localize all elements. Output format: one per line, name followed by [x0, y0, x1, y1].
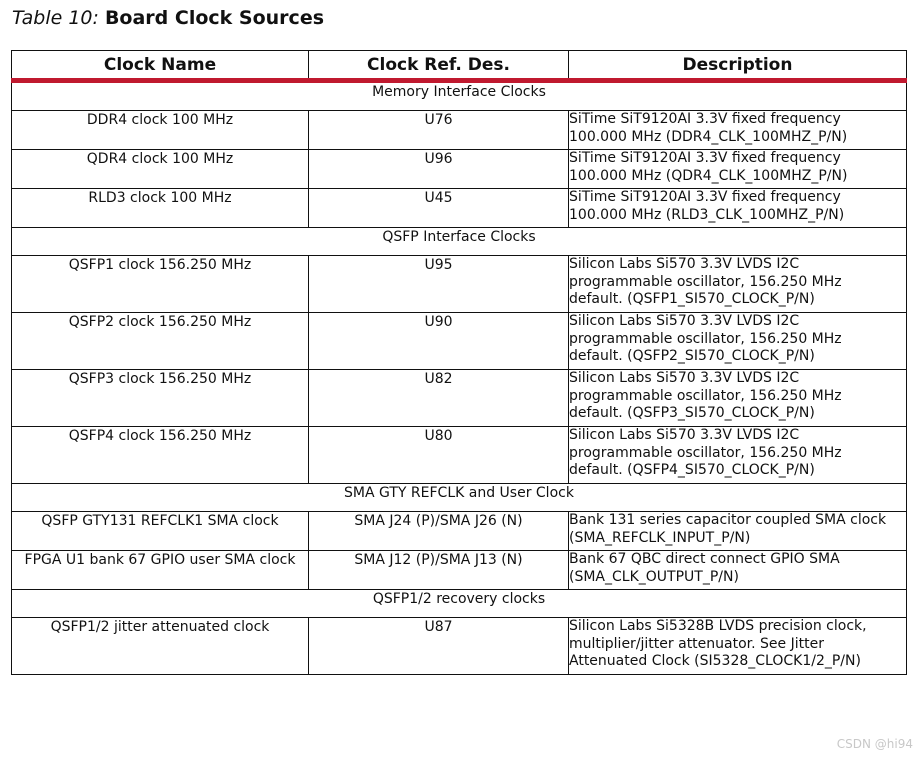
header-clock-ref-des: Clock Ref. Des. — [309, 51, 569, 81]
description-cell — [569, 256, 907, 313]
section-title: SMA GTY REFCLK and User Clock — [12, 484, 907, 512]
description-line: Silicon Labs Si570 3.3V LVDS I2C — [569, 256, 800, 272]
description-line: programmable oscillator, 156.250 MHz — [569, 387, 842, 404]
clock-name-cell: QSFP4 clock 156.250 MHz — [12, 427, 309, 484]
description-cell — [569, 189, 907, 228]
description-cell — [569, 370, 907, 427]
table-row — [12, 370, 907, 427]
board-clock-sources-table — [11, 50, 907, 675]
description-line: SiTime SiT9120AI 3.3V fixed frequency — [569, 150, 841, 166]
clock-ref-cell: U76 — [309, 111, 569, 150]
description-line: Attenuated Clock (SI5328_CLOCK1/2_P/N) — [569, 653, 861, 669]
section-row — [12, 484, 907, 512]
description-cell — [569, 618, 907, 675]
description-line: multiplier/jitter attenuator. See Jitter — [569, 635, 824, 652]
description-line: 100.000 MHz (DDR4_CLK_100MHZ_P/N) — [569, 128, 848, 145]
table-row — [12, 189, 907, 228]
clock-name-cell: QSFP GTY131 REFCLK1 SMA clock — [12, 512, 309, 551]
clock-name-cell: QSFP1 clock 156.250 MHz — [12, 256, 309, 313]
table-row — [12, 313, 907, 370]
table-row — [12, 256, 907, 313]
description-line: (SMA_CLK_OUTPUT_P/N) — [569, 568, 739, 585]
description-line: default. (QSFP2_SI570_CLOCK_P/N) — [569, 348, 815, 364]
table-row — [12, 150, 907, 189]
header-row — [12, 51, 907, 81]
description-cell — [569, 150, 907, 189]
clock-ref-cell: SMA J24 (P)/SMA J26 (N) — [309, 512, 569, 551]
header-clock-name: Clock Name — [12, 51, 309, 81]
watermark: CSDN @hi94 — [836, 737, 913, 751]
section-row — [12, 590, 907, 618]
clock-ref-cell: U96 — [309, 150, 569, 189]
description-line: (SMA_REFCLK_INPUT_P/N) — [569, 529, 751, 546]
clock-name-cell: DDR4 clock 100 MHz — [12, 111, 309, 150]
table-caption — [12, 5, 324, 31]
section-title: Memory Interface Clocks — [12, 81, 907, 111]
description-line: default. (QSFP3_SI570_CLOCK_P/N) — [569, 405, 815, 421]
header-description: Description — [569, 51, 907, 81]
description-line: Silicon Labs Si570 3.3V LVDS I2C — [569, 370, 800, 386]
description-cell — [569, 551, 907, 590]
description-cell — [569, 313, 907, 370]
section-title: QSFP Interface Clocks — [12, 228, 907, 256]
table-row — [12, 111, 907, 150]
clock-ref-cell: SMA J12 (P)/SMA J13 (N) — [309, 551, 569, 590]
clock-ref-cell: U45 — [309, 189, 569, 228]
table-row — [12, 512, 907, 551]
clock-ref-cell: U87 — [309, 618, 569, 675]
section-row — [12, 81, 907, 111]
description-line: default. (QSFP4_SI570_CLOCK_P/N) — [569, 462, 815, 478]
description-line: Bank 131 series capacitor coupled SMA clock — [569, 512, 887, 528]
clock-ref-cell: U82 — [309, 370, 569, 427]
section-title: QSFP1/2 recovery clocks — [12, 590, 907, 618]
description-line: 100.000 MHz (RLD3_CLK_100MHZ_P/N) — [569, 206, 845, 223]
description-line: programmable oscillator, 156.250 MHz — [569, 330, 842, 347]
description-line: 100.000 MHz (QDR4_CLK_100MHZ_P/N) — [569, 167, 848, 184]
table-title: Board Clock Sources — [104, 7, 325, 29]
description-cell — [569, 512, 907, 551]
description-cell — [569, 111, 907, 150]
clock-name-cell: QSFP1/2 jitter attenuated clock — [12, 618, 309, 675]
clock-name-cell: QDR4 clock 100 MHz — [12, 150, 309, 189]
description-cell — [569, 427, 907, 484]
description-line: SiTime SiT9120AI 3.3V fixed frequency — [569, 111, 841, 127]
clock-ref-cell: U90 — [309, 313, 569, 370]
clock-name-cell: QSFP3 clock 156.250 MHz — [12, 370, 309, 427]
description-line: programmable oscillator, 156.250 MHz — [569, 273, 842, 290]
description-line: Silicon Labs Si570 3.3V LVDS I2C — [569, 313, 800, 329]
table-row — [12, 551, 907, 590]
clock-name-cell: FPGA U1 bank 67 GPIO user SMA clock — [12, 551, 309, 590]
clock-name-cell: QSFP2 clock 156.250 MHz — [12, 313, 309, 370]
clock-ref-cell: U95 — [309, 256, 569, 313]
description-line: SiTime SiT9120AI 3.3V fixed frequency — [569, 189, 841, 205]
description-line: Silicon Labs Si570 3.3V LVDS I2C — [569, 427, 800, 443]
table-row — [12, 427, 907, 484]
description-line: Bank 67 QBC direct connect GPIO SMA — [569, 551, 840, 567]
table-row — [12, 618, 907, 675]
table-number: Table 10: — [12, 7, 99, 29]
section-row — [12, 228, 907, 256]
description-line: programmable oscillator, 156.250 MHz — [569, 444, 842, 461]
description-line: Silicon Labs Si5328B LVDS precision clock, — [569, 618, 867, 634]
description-line: default. (QSFP1_SI570_CLOCK_P/N) — [569, 291, 815, 307]
clock-name-cell: RLD3 clock 100 MHz — [12, 189, 309, 228]
clock-ref-cell: U80 — [309, 427, 569, 484]
